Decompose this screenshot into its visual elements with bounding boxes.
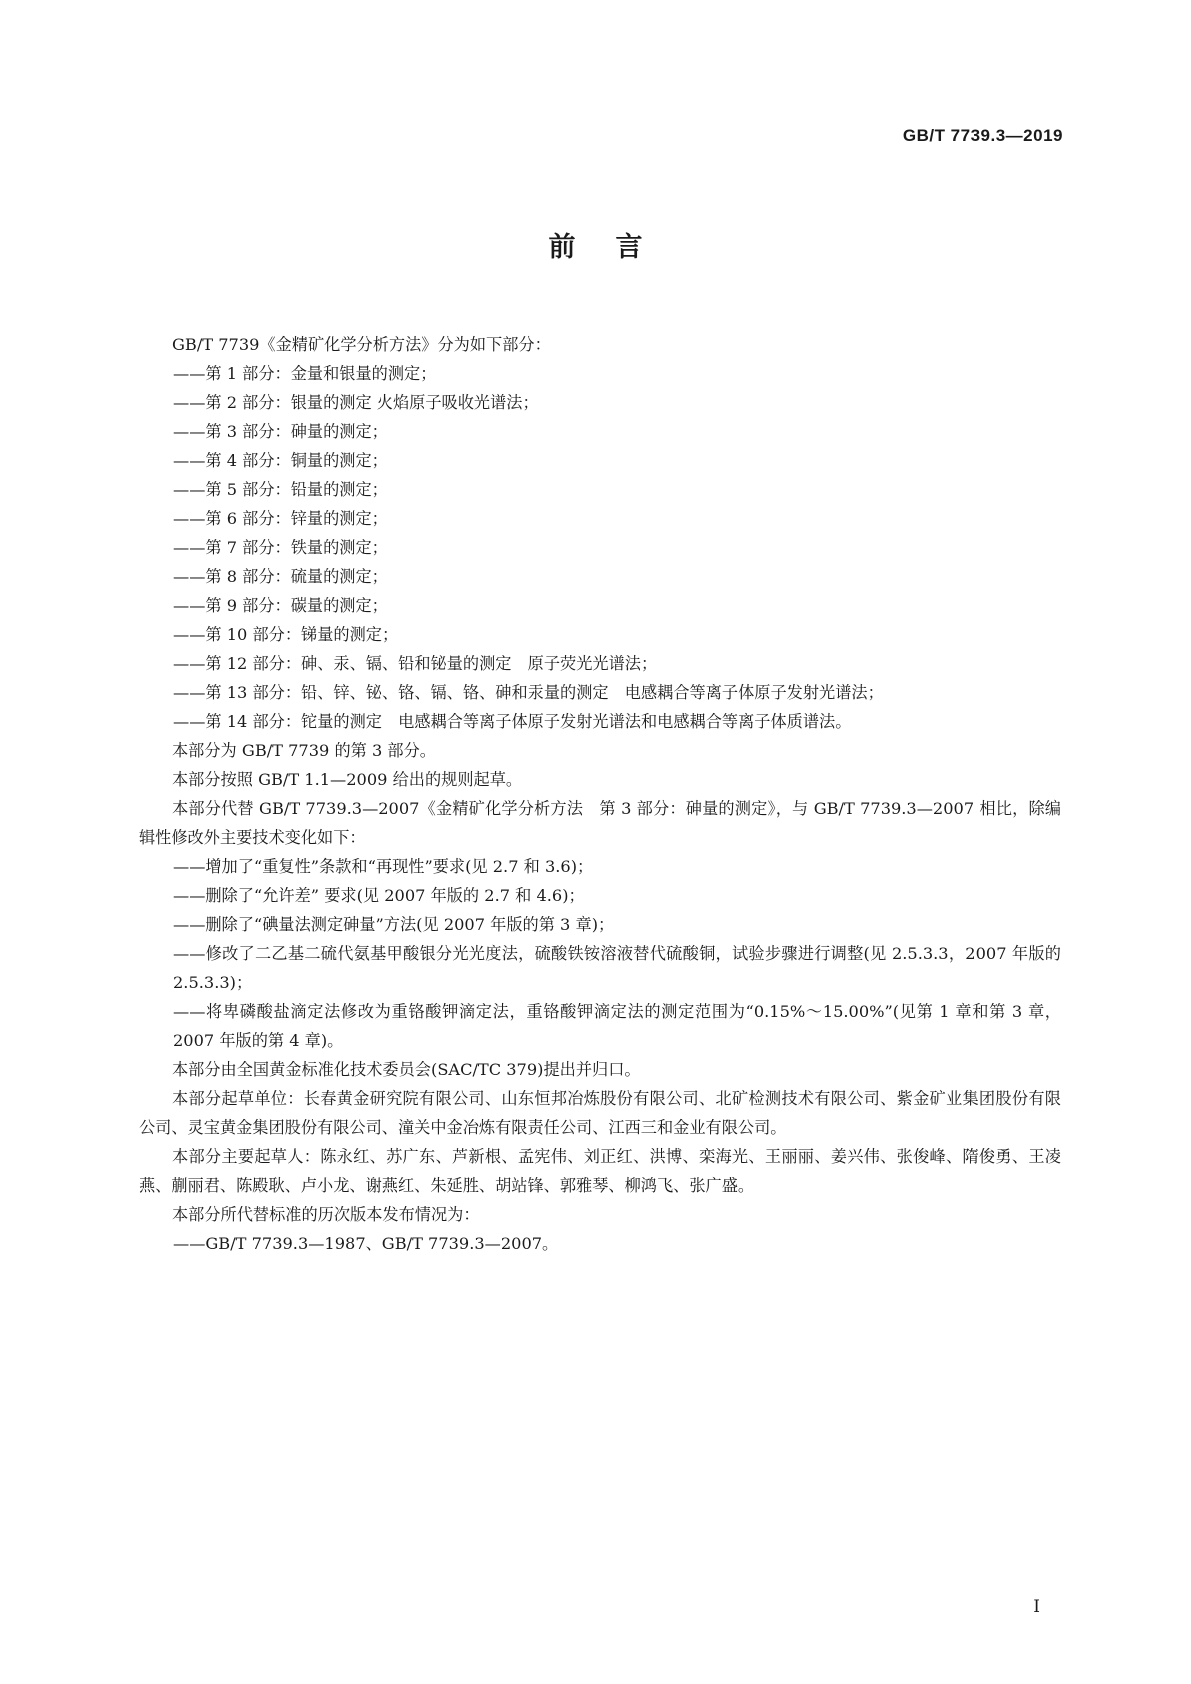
dash: —— — [173, 567, 206, 586]
list-item-text: 增加了“重复性”条款和“再现性”要求(见 2.7 和 3.6)； — [205, 857, 594, 876]
history-list — [139, 1229, 1061, 1258]
list-item — [139, 446, 1061, 475]
dash: —— — [173, 654, 206, 673]
list-item-text: 第 14 部分：铊量的测定 电感耦合等离子体原子发射光谱法和电感耦合等离子体质谱法。 — [205, 712, 852, 731]
list-item-text: 第 13 部分：铅、锌、铋、铬、镉、铬、砷和汞量的测定 电感耦合等离子体原子发射光谱法； — [205, 683, 884, 702]
dash: —— — [173, 886, 206, 905]
dash: —— — [173, 1234, 206, 1253]
list-item-text: 删除了“允许差” 要求(见 2007 年版的 2.7 和 4.6)； — [205, 886, 585, 905]
drafting-units: 本部分起草单位：长春黄金研究院有限公司、山东恒邦冶炼股份有限公司、北矿检测技术有限公司、紫金矿业集团股份有限公司、灵宝黄金集团股份有限公司、潼关中金冶炼有限责任公司、江西三和金业有限公司。 — [139, 1089, 1061, 1137]
list-item — [139, 417, 1061, 446]
list-item — [139, 1229, 1061, 1258]
list-item — [139, 852, 1061, 881]
dash: —— — [173, 944, 206, 963]
dash: —— — [173, 422, 206, 441]
list-item — [139, 504, 1061, 533]
dash: —— — [173, 625, 206, 644]
drafters: 本部分主要起草人：陈永红、苏广东、芦新根、孟宪伟、刘正红、洪博、栾海光、王丽丽、姜兴伟、张俊峰、隋俊勇、王凌燕、蒯丽君、陈殿耿、卢小龙、谢燕红、朱延胜、胡站锋、郭雅琴、柳鸿飞、张广盛。 — [139, 1147, 1061, 1195]
dash: —— — [173, 857, 206, 876]
list-item-text: 第 8 部分：硫量的测定； — [205, 567, 388, 586]
standard-number: GB/T 7739.3—2019 — [902, 126, 1063, 145]
list-item — [139, 707, 1061, 736]
list-item-text: 删除了“碘量法测定砷量”方法(见 2007 年版的第 3 章)； — [205, 915, 615, 934]
dash: —— — [173, 451, 206, 470]
list-item — [139, 533, 1061, 562]
list-item-text: 第 10 部分：锑量的测定； — [205, 625, 399, 644]
list-item-text: 第 1 部分：金量和银量的测定； — [205, 364, 437, 383]
dash: —— — [173, 683, 206, 702]
list-item — [139, 562, 1061, 591]
page-number: I — [1033, 1597, 1040, 1617]
dash: —— — [173, 915, 206, 934]
list-item-text: 第 6 部分：锌量的测定； — [205, 509, 388, 528]
list-item-text: 第 2 部分：银量的测定 火焰原子吸收光谱法； — [205, 393, 539, 412]
list-item — [139, 475, 1061, 504]
dash: —— — [173, 1002, 206, 1021]
list-item-text: 修改了二乙基二硫代氨基甲酸银分光光度法，硫酸铁铵溶液替代硫酸铜，试验步骤进行调整(见 2.5.3.3，2007 年版的 2.5.3.3)； — [173, 944, 1061, 992]
changes-list — [139, 852, 1061, 1055]
dash: —— — [173, 538, 206, 557]
list-item-text: GB/T 7739.3—1987、GB/T 7739.3—2007。 — [205, 1234, 559, 1253]
dash: —— — [173, 364, 206, 383]
list-item — [139, 620, 1061, 649]
dash: —— — [173, 480, 206, 499]
page-title: 前言 — [548, 232, 683, 263]
list-item — [139, 649, 1061, 678]
dash: —— — [173, 393, 206, 412]
list-item-text: 第 5 部分：铅量的测定； — [205, 480, 388, 499]
list-item-text: 第 12 部分：砷、汞、镉、铅和铋量的测定 原子荧光光谱法； — [205, 654, 658, 673]
list-item — [139, 388, 1061, 417]
dash: —— — [173, 596, 206, 615]
list-item — [139, 939, 1061, 997]
committee-statement: 本部分由全国黄金标准化技术委员会(SAC/TC 379)提出并归口。 — [172, 1060, 641, 1079]
drafting-rules: 本部分按照 GB/T 1.1—2009 给出的规则起草。 — [172, 770, 523, 789]
dash: —— — [173, 712, 206, 731]
list-item-text: 第 9 部分：碳量的测定； — [205, 596, 388, 615]
part-statement: 本部分为 GB/T 7739 的第 3 部分。 — [172, 741, 436, 760]
list-item — [139, 359, 1061, 388]
intro-paragraph: GB/T 7739《金精矿化学分析方法》分为如下部分： — [172, 335, 551, 354]
dash: —— — [173, 509, 206, 528]
list-item — [139, 591, 1061, 620]
list-item-text: 第 3 部分：砷量的测定； — [205, 422, 388, 441]
list-item — [139, 997, 1061, 1055]
parts-list — [139, 359, 1061, 736]
list-item — [139, 678, 1061, 707]
history-intro: 本部分所代替标准的历次版本发布情况为： — [172, 1205, 480, 1224]
list-item-text: 第 4 部分：铜量的测定； — [205, 451, 388, 470]
list-item — [139, 881, 1061, 910]
list-item — [139, 910, 1061, 939]
foreword-body — [139, 330, 1061, 1258]
list-item-text: 第 7 部分：铁量的测定； — [205, 538, 388, 557]
replacement-statement: 本部分代替 GB/T 7739.3—2007《金精矿化学分析方法 第 3 部分：砷量的测定》，与 GB/T 7739.3—2007 相比，除编辑性修改外主要技术变化如下： — [139, 799, 1061, 847]
list-item-text: 将卑磷酸盐滴定法修改为重铬酸钾滴定法，重铬酸钾滴定法的测定范围为“0.15%～15.00%”(见第 1 章和第 3 章，2007 年版的第 4 章)。 — [173, 1002, 1061, 1050]
